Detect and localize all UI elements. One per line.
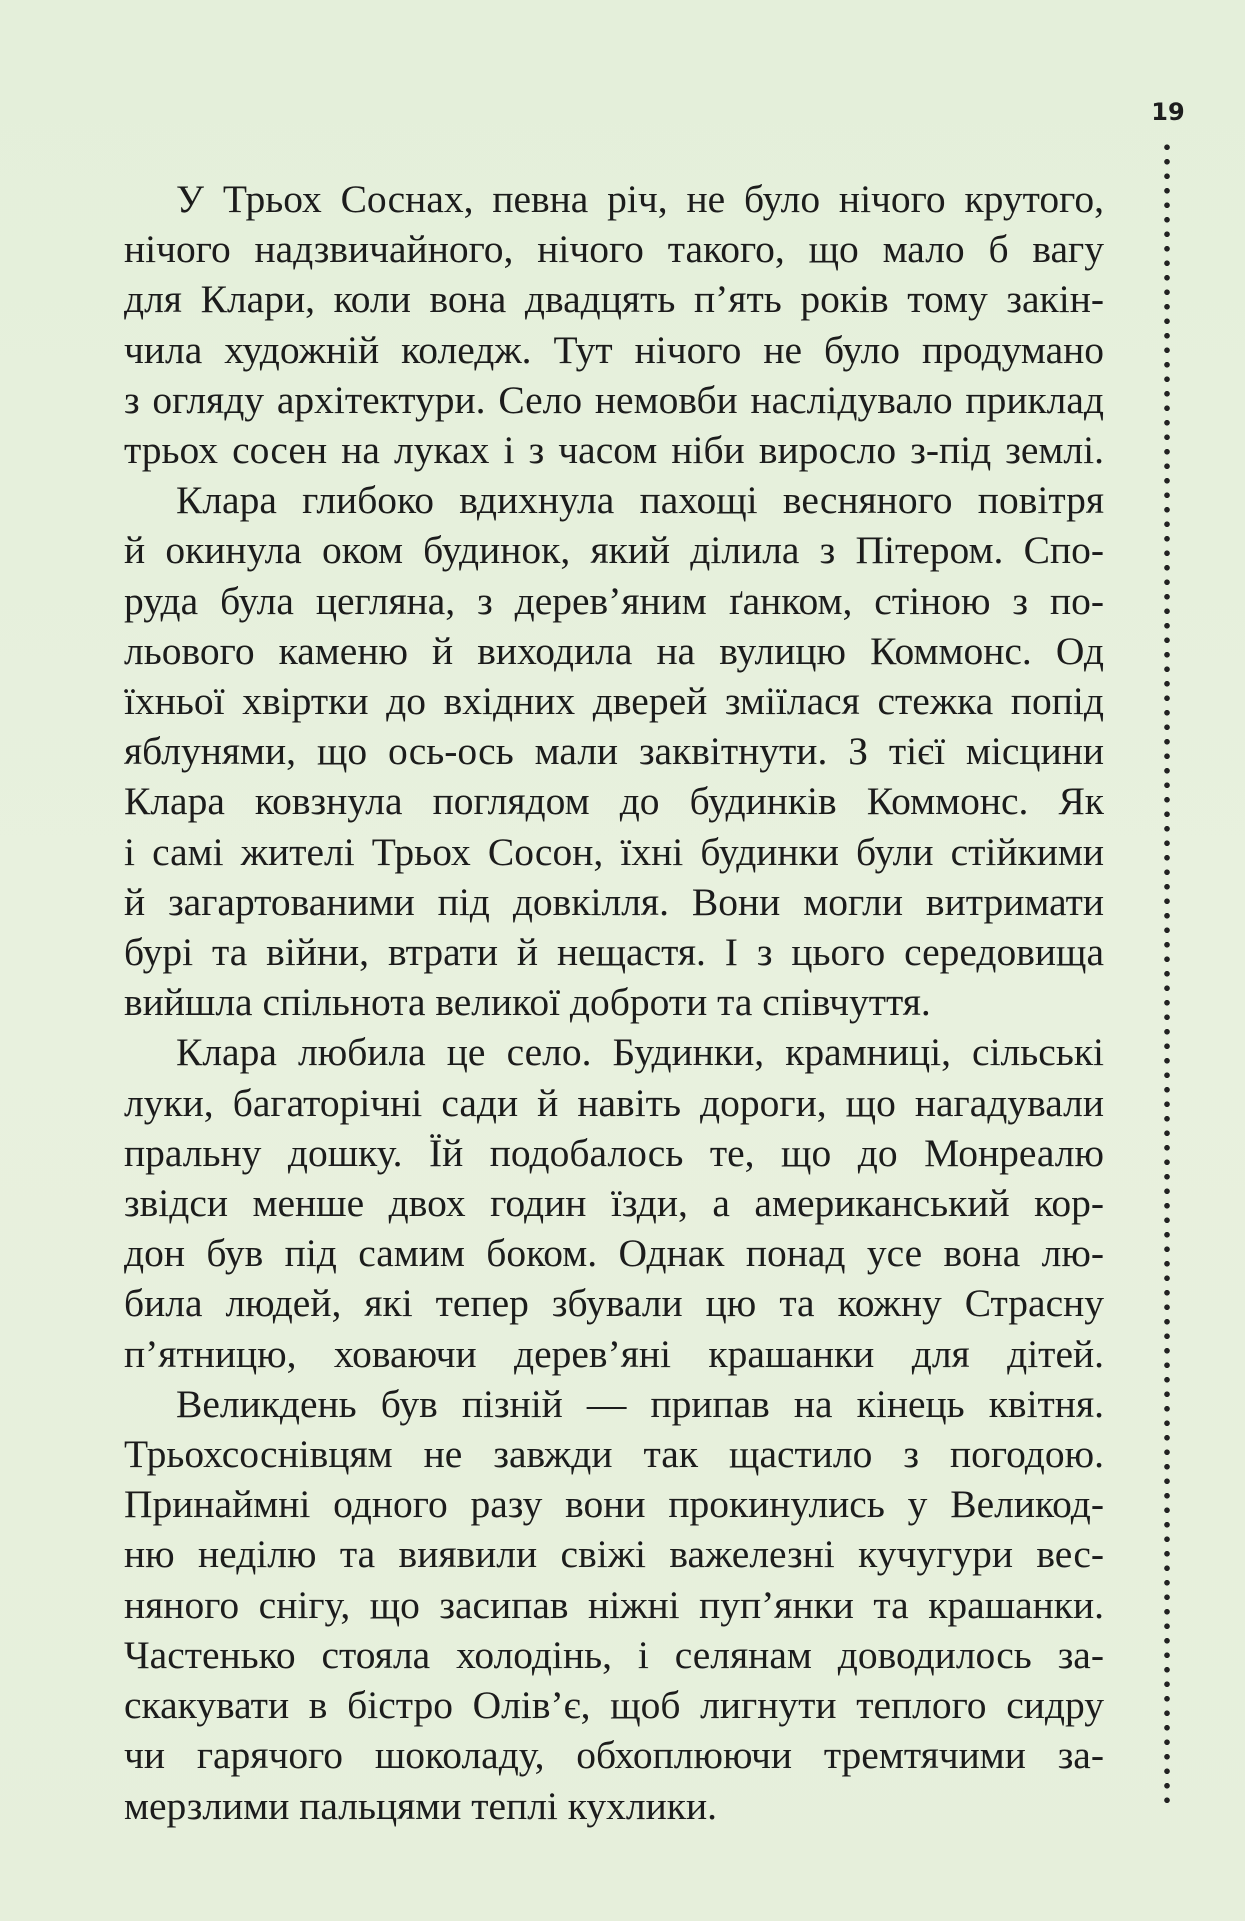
text-line: звідси менше двох годин їзди, а американський кор-	[124, 1181, 1104, 1226]
text-line: Клара любила це село. Будинки, крамниці, сільські	[176, 1030, 1104, 1075]
text-line: і самі жителі Трьох Сосон, їхні будинки були стійкими	[124, 829, 1104, 874]
dotted-margin-rule	[1162, 140, 1172, 1810]
text-line: руда була цегляна, з дерев’яним ґанком, стіною з по-	[124, 578, 1104, 623]
paragraph-1	[124, 174, 1104, 475]
paragraph-4	[124, 1379, 1104, 1831]
text-line: мерзлими пальцями теплі кухлики.	[124, 1783, 717, 1828]
text-line: Принаймні одного разу вони прокинулись у Великод-	[124, 1482, 1104, 1527]
text-line: Клара глибоко вдихнула пахощі весняного повітря	[176, 478, 1104, 523]
paragraph-2	[124, 475, 1104, 1027]
paragraph-3	[124, 1027, 1104, 1378]
text-line: У Трьох Соснах, певна річ, не було нічого крутого,	[176, 177, 1104, 221]
text-line: трьох сосен на луках і з часом ніби виросло з-під землі.	[124, 428, 1104, 473]
text-line: Частенько стояла холодінь, і селянам доводилось за-	[124, 1632, 1104, 1677]
text-line: чила художній коледж. Тут нічого не було продумано	[124, 327, 1104, 372]
text-line: вийшла спільнота великої доброти та співчуття.	[124, 980, 931, 1025]
text-line: льового каменю й виходила на вулицю Коммонс. Од	[124, 628, 1104, 673]
text-line: скакувати в бістро Олів’є, щоб лигнути теплого сидру	[124, 1683, 1104, 1728]
text-line: луки, багаторічні сади й навіть дороги, що нагадували	[124, 1080, 1104, 1125]
text-line: їхньої хвіртки до вхідних дверей зміїлася стежка попід	[124, 679, 1104, 724]
text-line: з огляду архітектури. Село немовби наслідувало приклад	[124, 377, 1104, 422]
text-line: п’ятницю, ховаючи дерев’яні крашанки для дітей.	[124, 1331, 1104, 1376]
text-line: нічого надзвичайного, нічого такого, що мало б вагу	[124, 227, 1104, 272]
text-line: бурі та війни, втрати й нещастя. І з цього середовища	[124, 930, 1104, 975]
text-line: Трьохсоснівцям не завжди так щастило з погодою.	[124, 1432, 1104, 1477]
text-line: чи гарячого шоколаду, обхоплюючи тремтячими за-	[124, 1733, 1104, 1778]
body-text	[124, 174, 1104, 1831]
text-line: Великдень був пізній — припав на кінець квітня.	[176, 1381, 1104, 1426]
text-line: яблунями, що ось-ось мали заквітнути. З тієї місцини	[124, 729, 1104, 774]
text-line: няного снігу, що засипав ніжні пуп’янки та крашанки.	[124, 1582, 1104, 1627]
text-line: й загартованими під довкілля. Вони могли витримати	[124, 879, 1104, 924]
text-line: й окинула оком будинок, який ділила з Пітером. Спо-	[124, 528, 1104, 573]
page-number: 19	[1151, 98, 1185, 126]
text-line: била людей, які тепер збували цю та кожну Страсну	[124, 1281, 1104, 1326]
text-line: пральну дошку. Їй подобалось те, що до Монреалю	[124, 1130, 1104, 1175]
text-line: Клара ковзнула поглядом до будинків Коммонс. Як	[124, 779, 1104, 824]
text-line: для Клари, коли вона двадцять п’ять років тому закін-	[124, 277, 1104, 322]
text-line: дон був під самим боком. Однак понад усе вона лю-	[124, 1231, 1104, 1276]
text-line: ню неділю та виявили свіжі важелезні кучугури вес-	[124, 1532, 1104, 1577]
